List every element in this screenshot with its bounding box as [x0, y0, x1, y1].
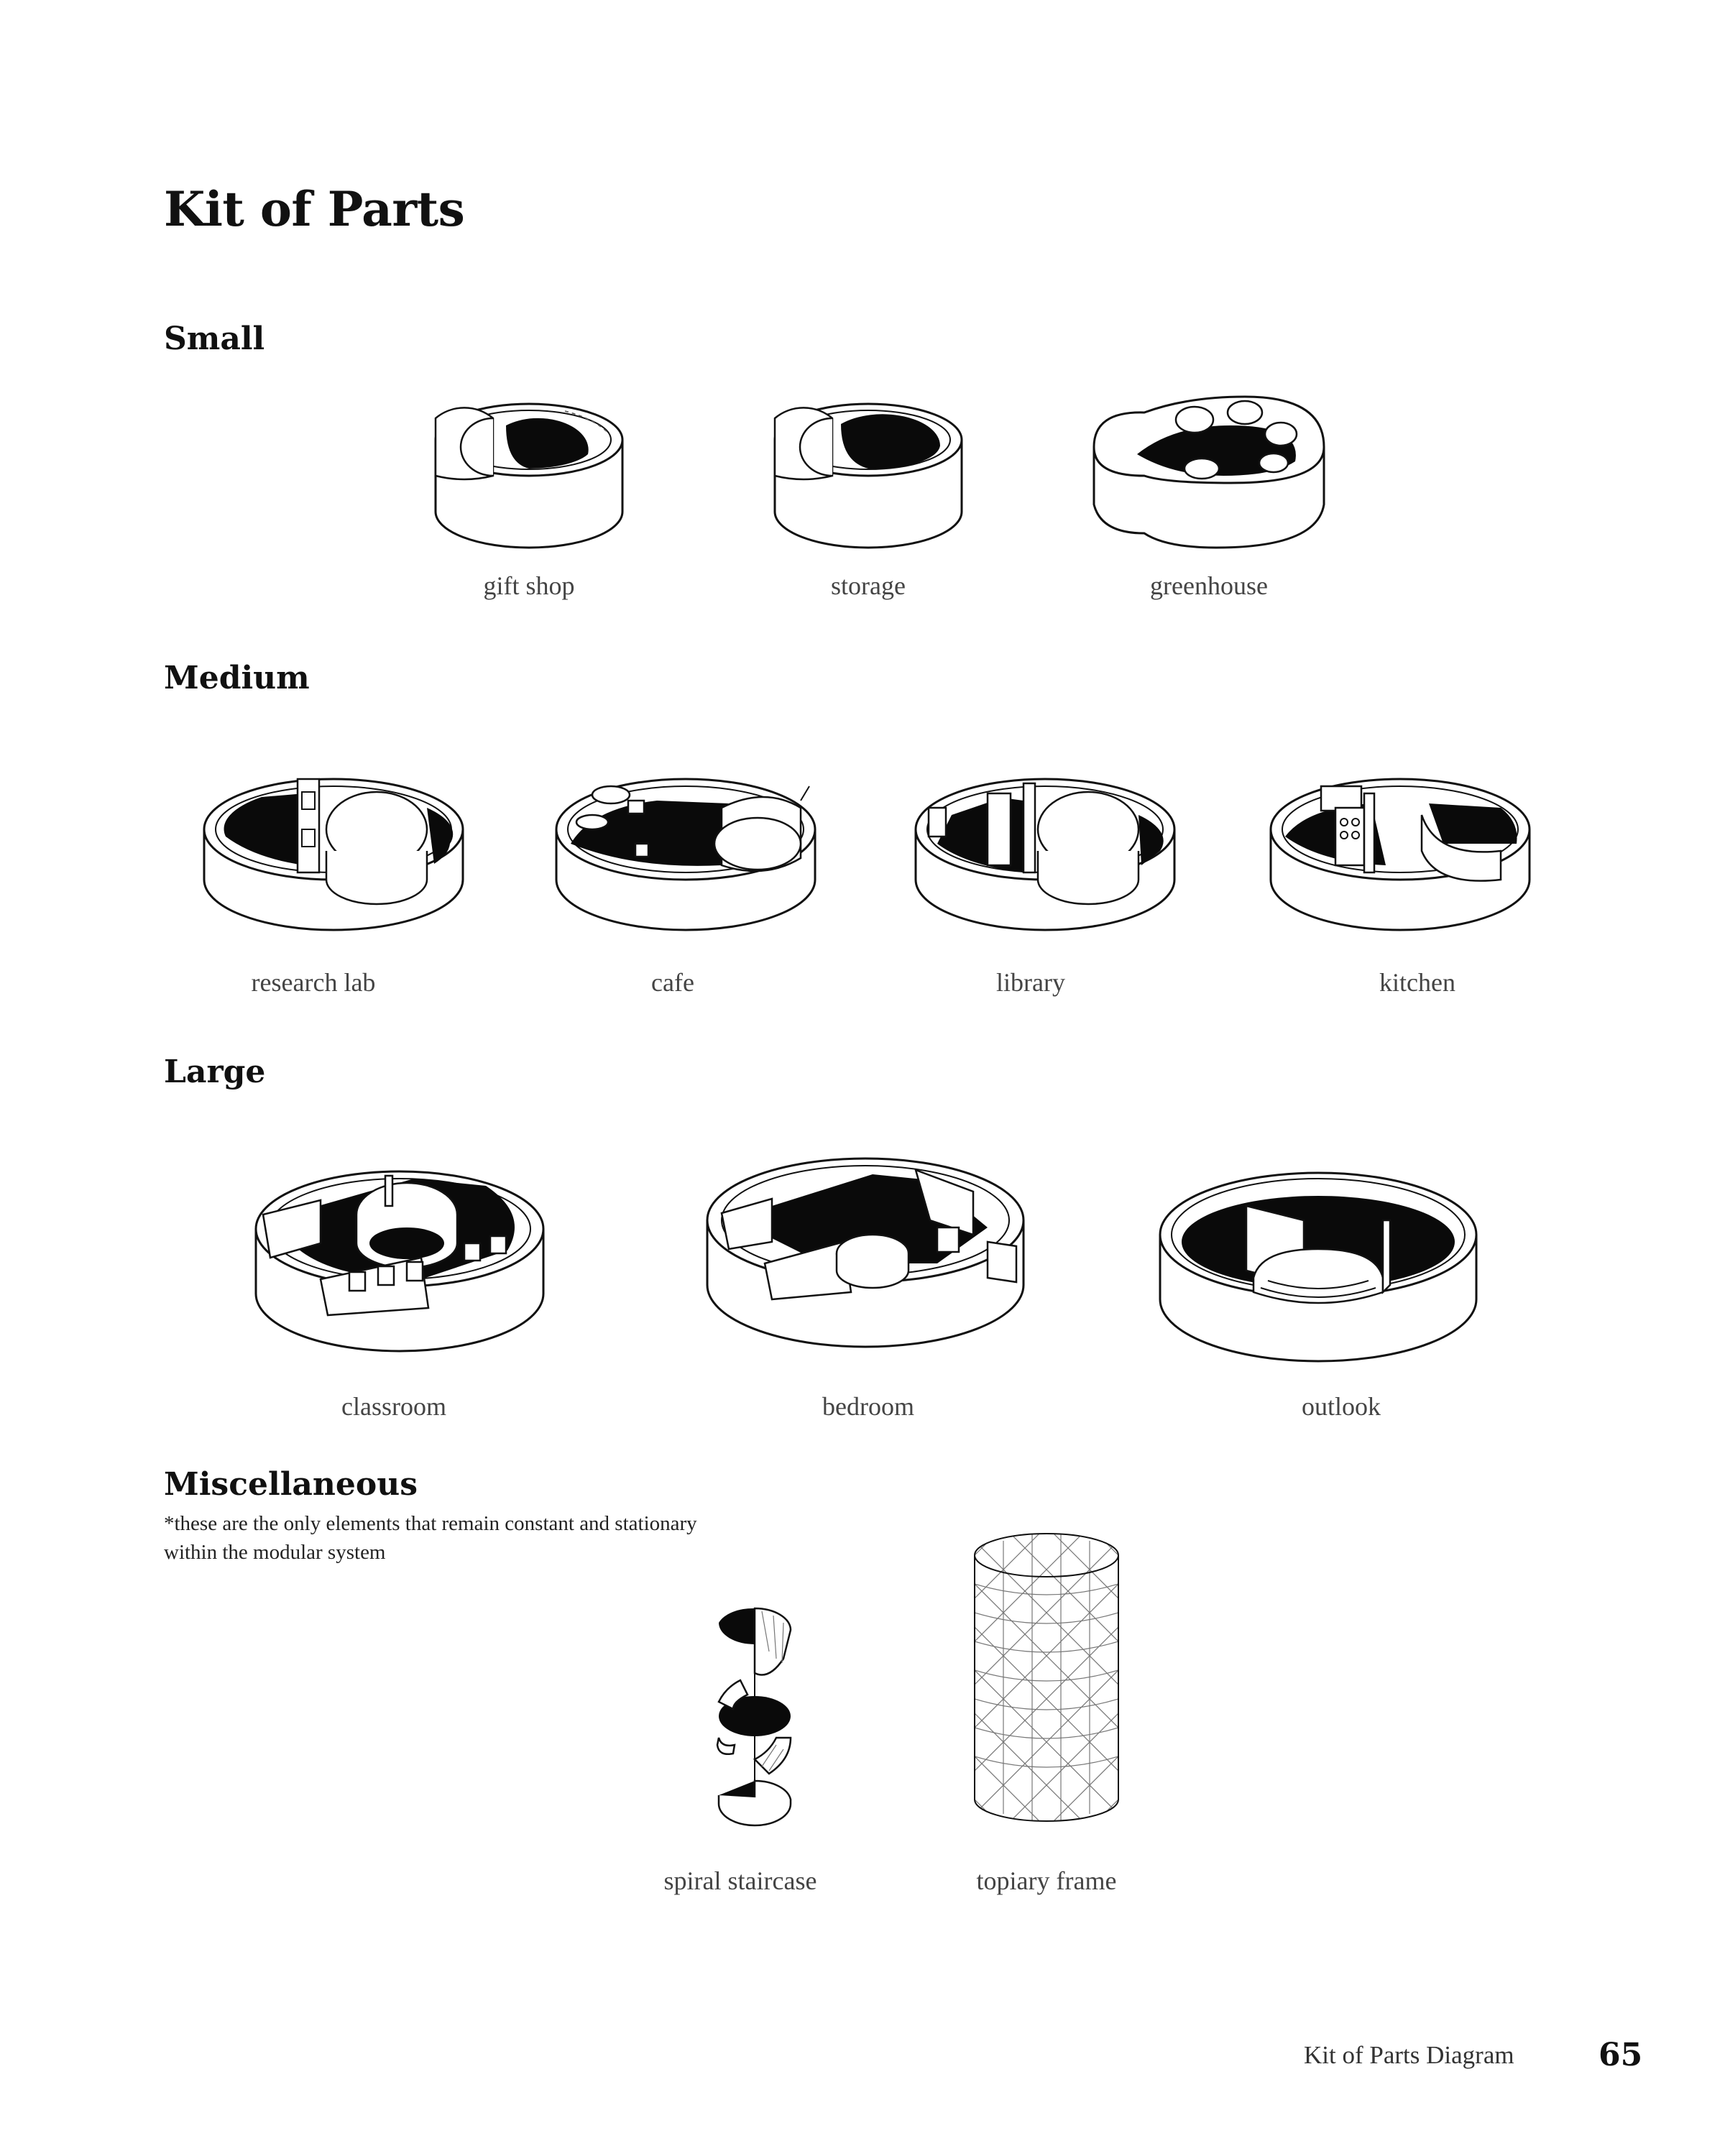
- label-greenhouse: greenhouse: [1150, 571, 1268, 600]
- section-heading-miscellaneous: Miscellaneous: [164, 1466, 418, 1503]
- label-library: library: [996, 968, 1065, 997]
- label-bedroom: bedroom: [822, 1392, 914, 1421]
- page-number: 65: [1598, 2037, 1643, 2073]
- label-topiary-frame: topiary frame: [976, 1866, 1117, 1895]
- storage-module-diagram: [760, 368, 976, 555]
- spiral-staircase-diagram: [690, 1594, 819, 1838]
- section-heading-large: Large: [164, 1054, 266, 1090]
- classroom-module-diagram: [249, 1135, 551, 1365]
- miscellaneous-note: *these are the only elements that remain constant and stationary within the modular system: [164, 1512, 697, 1564]
- label-cafe: cafe: [651, 968, 694, 997]
- kitchen-module-diagram: [1264, 743, 1537, 944]
- page-title: Kit of Parts: [164, 181, 465, 237]
- label-classroom: classroom: [341, 1392, 446, 1421]
- footer-text: Kit of Parts Diagram: [1304, 2041, 1514, 2069]
- cafe-module-diagram: [549, 743, 822, 944]
- section-heading-medium: Medium: [164, 660, 310, 696]
- label-spiral-staircase: spiral staircase: [663, 1866, 817, 1895]
- outlook-module-diagram: [1153, 1141, 1484, 1371]
- section-heading-small: Small: [164, 321, 265, 357]
- topiary-frame-diagram: [960, 1526, 1133, 1828]
- gift-shop-module-diagram: [421, 368, 637, 555]
- label-gift-shop: gift shop: [483, 571, 575, 600]
- research-lab-module-diagram: [197, 743, 470, 944]
- bedroom-module-diagram: [700, 1120, 1031, 1364]
- label-outlook: outlook: [1301, 1392, 1381, 1421]
- greenhouse-module-diagram: [1087, 368, 1331, 555]
- library-module-diagram: [908, 743, 1182, 944]
- label-research-lab: research lab: [251, 968, 376, 997]
- label-storage: storage: [831, 571, 906, 600]
- label-kitchen: kitchen: [1379, 968, 1455, 997]
